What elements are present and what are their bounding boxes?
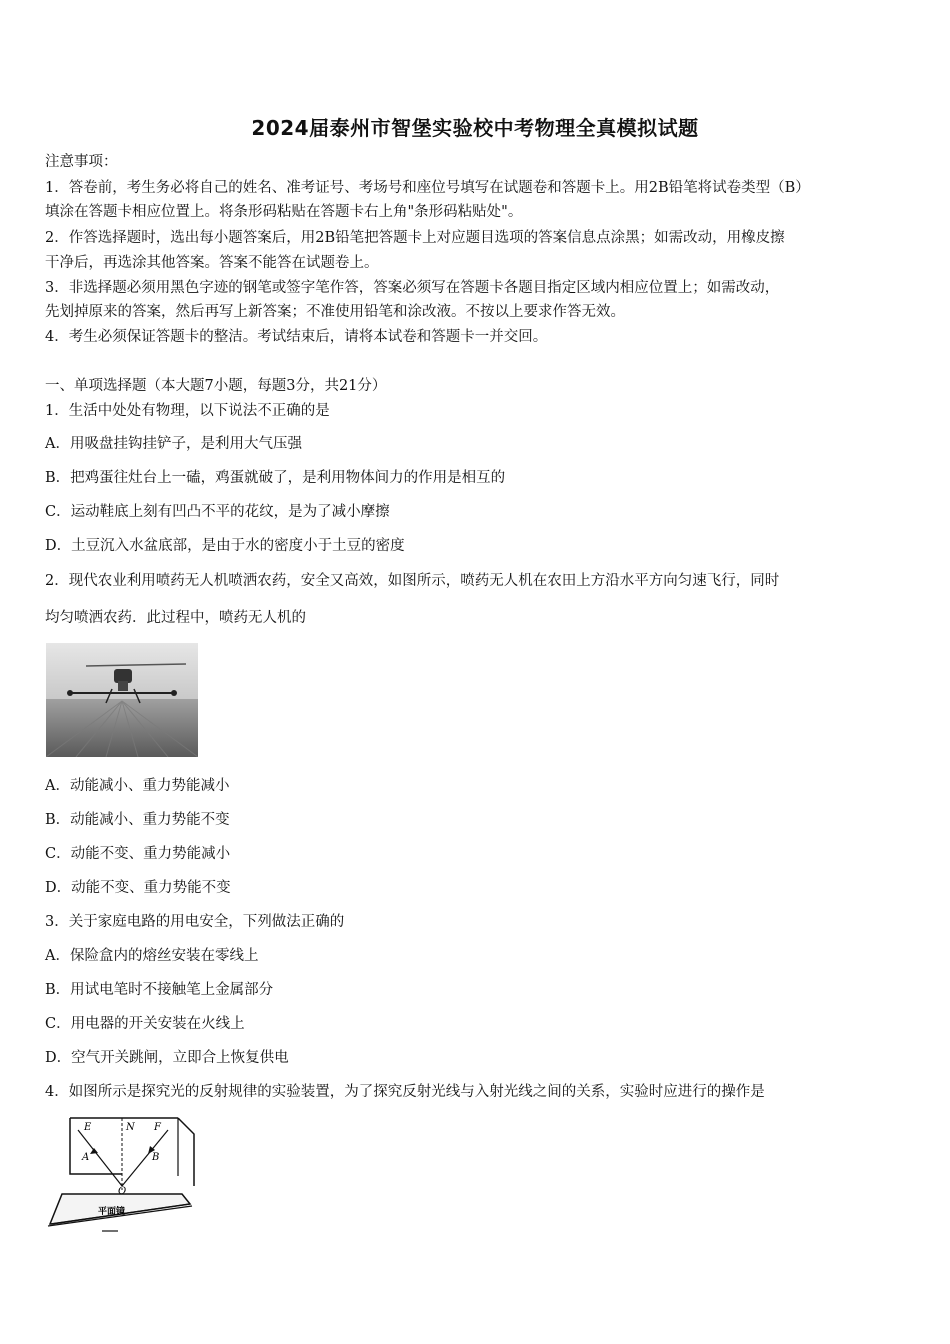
section-heading: 一、单项选择题（本大题7小题，每题3分，共21分） [45, 378, 387, 394]
question-1-option-b: B．把鸡蛋往灶台上一磕，鸡蛋就破了，是利用物体间力的作用是相互的 [45, 470, 506, 486]
notice-heading: 注意事项： [45, 154, 118, 170]
question-2-option-c: C．动能不变、重力势能减小 [45, 846, 231, 862]
page-title: 2024届泰州市智堡实验校中考物理全真模拟试题 [251, 116, 699, 140]
question-2-option-a: A．动能减小、重力势能减小 [45, 778, 230, 794]
notice-line: 1．答卷前，考生务必将自己的姓名、准考证号、考场号和座位号填写在试题卷和答题卡上。用2B铅笔将试卷类型（B） [45, 180, 810, 196]
question-2-option-b: B．动能减小、重力势能不变 [45, 812, 230, 828]
label-n: N [126, 1122, 135, 1133]
question-3-option-c: C．用电器的开关安装在火线上 [45, 1016, 245, 1032]
question-3-option-b: B．用试电笔时不接触笔上金属部分 [45, 982, 274, 998]
label-e: E [84, 1122, 92, 1133]
label-f: F [154, 1122, 161, 1133]
question-3-option-a: A．保险盒内的熔丝安装在零线上 [45, 948, 259, 964]
notice-line: 3．非选择题必须用黑色字迹的钢笔或签字笔作答，答案必须写在答题卡各题目指定区域内相应位置上；如需改动， [45, 280, 780, 296]
question-1-option-c: C．运动鞋底上刻有凹凸不平的花纹，是为了减小摩擦 [45, 504, 390, 520]
notice-line: 4．考生必须保证答题卡的整洁。考试结束后，请将本试卷和答题卡一并交回。 [45, 329, 548, 345]
question-3-option-d: D．空气开关跳闸，立即合上恢复供电 [45, 1050, 289, 1066]
question-1-stem: 1．生活中处处有物理，以下说法不正确的是 [45, 403, 330, 419]
question-2-option-d: D．动能不变、重力势能不变 [45, 880, 231, 896]
notice-line: 填涂在答题卡相应位置上。将条形码粘贴在答题卡右上角"条形码粘贴处"。 [45, 204, 523, 220]
notice-line: 干净后，再选涂其他答案。答案不能答在试题卷上。 [45, 255, 379, 271]
question-1-option-d: D．土豆沉入水盆底部，是由于水的密度小于土豆的密度 [45, 538, 405, 554]
label-b: B [152, 1152, 160, 1163]
reflection-diagram [44, 1112, 204, 1236]
question-2-stem-cont: 均匀喷洒农药．此过程中，喷药无人机的 [45, 610, 306, 626]
notice-line: 2．作答选择题时，选出每小题答案后，用2B铅笔把答题卡上对应题目选项的答案信息点涂黑；如需改动，用橡皮擦 [45, 230, 785, 246]
question-2-stem: 2．现代农业利用喷药无人机喷洒农药，安全又高效，如图所示，喷药无人机在农田上方沿水平方向匀速飞行，同时 [45, 573, 780, 589]
notice-line: 先划掉原来的答案，然后再写上新答案；不准使用铅笔和涂改液。不按以上要求作答无效。 [45, 304, 625, 320]
question-1-option-a: A．用吸盘挂钩挂铲子，是利用大气压强 [45, 436, 302, 452]
label-o: O [118, 1186, 127, 1197]
label-mirror: 平面镜 [98, 1207, 126, 1217]
question-4-stem: 4．如图所示是探究光的反射规律的实验装置，为了探究反射光线与入射光线之间的关系，实验时应进行的操作是 [45, 1084, 765, 1100]
question-3-stem: 3．关于家庭电路的用电安全，下列做法正确的 [45, 914, 345, 930]
label-a: A [82, 1152, 90, 1163]
drone-photo [46, 643, 198, 757]
